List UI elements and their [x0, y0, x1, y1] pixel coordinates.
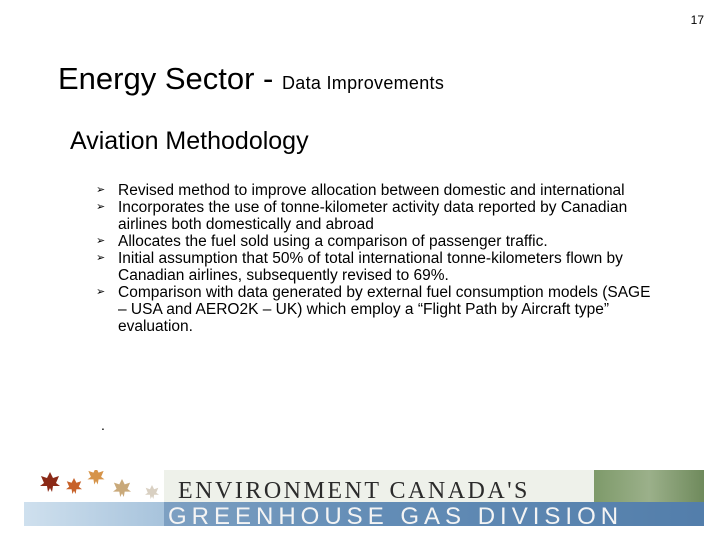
bullet-item	[96, 250, 656, 284]
bullet-text: Revised method to improve allocation between domestic and international	[118, 182, 625, 199]
slide-title-sub: Data Improvements	[281, 73, 445, 93]
bullet-text: Comparison with data generated by external fuel consumption models (SAGE – USA and AERO2K – UK) which employ a “Flight Path by Aircraft type” evaluation.	[118, 284, 651, 335]
maple-leaf-icon	[88, 470, 105, 485]
maple-leaf-icon	[66, 478, 82, 494]
trailing-mark: .	[101, 417, 105, 433]
maple-leaf-icon	[113, 479, 131, 497]
bullet-text: Initial assumption that 50% of total international tonne-kilometers flown by Canadian airlines, subsequently revised to 69%.	[118, 250, 623, 284]
bullet-item	[96, 199, 656, 233]
bullet-text: Allocates the fuel sold using a comparison of passenger traffic.	[118, 233, 548, 250]
slide-title-main: Energy Sector -	[58, 61, 282, 96]
maple-leaf-icon	[40, 472, 60, 492]
maple-leaf-icon	[145, 485, 159, 499]
arrow-bullet-icon: ➢	[96, 184, 106, 196]
arrow-bullet-icon: ➢	[96, 252, 106, 264]
arrow-bullet-icon: ➢	[96, 286, 106, 298]
page-number: 17	[690, 13, 704, 27]
bullet-item	[96, 284, 656, 335]
slide-title	[58, 61, 444, 97]
bullet-item	[96, 233, 656, 250]
arrow-bullet-icon: ➢	[96, 235, 106, 247]
bullet-list	[96, 182, 656, 335]
bullet-text: Incorporates the use of tonne-kilometer activity data reported by Canadian airlines both domestically and abroad	[118, 199, 628, 233]
section-heading: Aviation Methodology	[70, 127, 309, 155]
arrow-bullet-icon: ➢	[96, 201, 106, 213]
banner-line-2: GREENHOUSE GAS DIVISION	[168, 503, 624, 530]
banner-line-1: ENVIRONMENT CANADA'S	[178, 478, 530, 504]
bullet-item	[96, 182, 656, 199]
